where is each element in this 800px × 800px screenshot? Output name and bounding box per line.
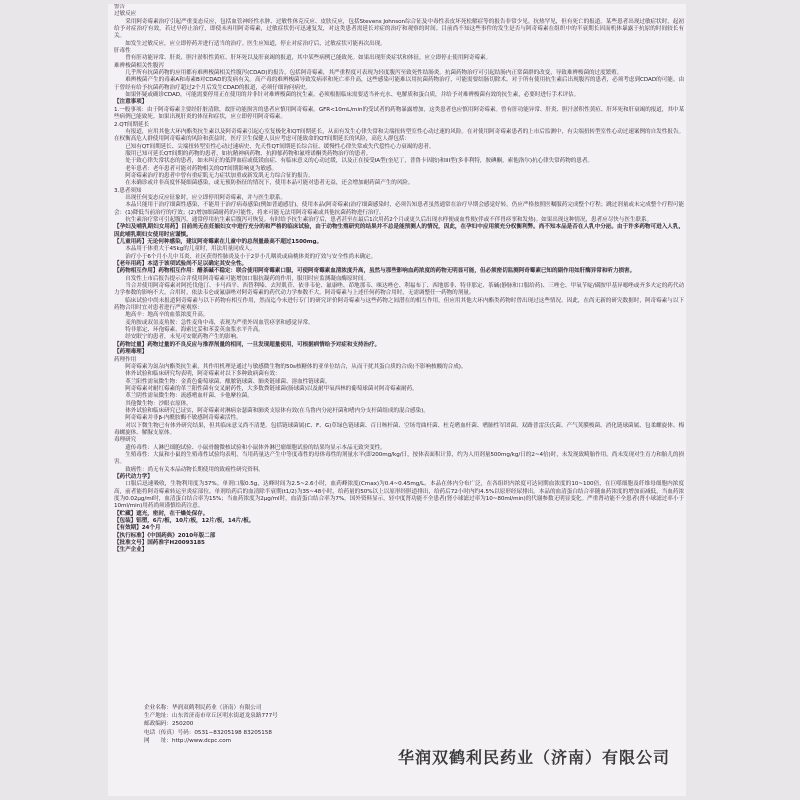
insert-paragraph: 曾有肝功能异常、肝炎、胆汁淤积性黄疸、肝坏死以及肝衰竭的报道，其中某些病例已能致死。如果出现肝炎症状和体征，应立即停止使用阿奇霉素。 [125, 55, 492, 62]
insert-paragraph: 地高辛：地高辛的血浆浓度升高。 [125, 312, 209, 319]
company-phone: 电话（传真）号码：0531−83205198 83205158 [144, 729, 272, 736]
insert-paragraph: 1.一般事项：由于阿奇霉素主要经肝脏清除，故肝功能损害的患者应慎用阿奇霉素。GFR<10mL/min的受试者的药物暴露增加，这类患者也应慎用阿奇霉素。曾有肝功能异常、肝炎、胆汁淤积性黄疸、肝坏死和肝衰竭的报道，其中某些病例已能致死。如果出现肝炎的体征和症状，应立即停用阿奇霉素。 [114, 106, 684, 121]
insert-paragraph: 有报道，应用其他大环内酯类抗生素以及阿奇霉素引起心室复极化和QT间期延长，从而有发生心律失常和尖端扭转型室性心动过速的风险。在对使用阿奇霉素患者的上市后监测中，有尖端扭转型室性心动过速案例的自发性报告。在权衡高危人群使用阿奇霉素的风险和获益时，医疗卫生保健人员应考虑可能致命的QT间期延长的风险，高危人群包括： [114, 128, 684, 143]
insert-paragraph: 抗生素治疗常可引起腹泻，通常停用抗生素后腹泻可恢复。有时给予抗生素治疗后，患者甚至在最后1次用药2个月或更久后出现水样便或血性便(伴或不伴胃痉挛和发热)。如果出现这种情况，患者应尽快与医生联系。 [125, 216, 653, 223]
insert-paragraph: 体外试验和临床研究已证实，阿奇霉素对淋病奈瑟菌和肺炎支原体有效(在乌鲁内分泌杆菌和嗜内分支杆菌组成的混合感染)。 [125, 407, 429, 414]
company-name: 企业名称：华润双鹤利民药业（济南）有限公司 [144, 705, 262, 711]
insert-paragraph: 对以下微生物已有体外研究结果，但其临床意义尚不清楚。包括链球菌属(C、F、G)草绿色链球菌、百日咳杆菌、空场弯曲杆菌、杜克嗜血杆菌、嗜肺性军团菌、双路普雷沃氏菌、产气荚膜梭菌、消化链球菌属、包柔螺旋体、梅毒螺旋体、解脲支原体。 [114, 422, 684, 436]
section-heading: 【儿童用药】无论何种感染，建议阿奇霉素在儿童中的总剂量最高不超过1500mg。 [114, 239, 323, 245]
brand-name: 华润双鹤利民药业（济南）有限公司 [397, 748, 670, 767]
section-heading: 【包装】铝塑，6片/板，10片/板，12片/板，14片/板。 [114, 518, 255, 525]
insert-paragraph: 毒理研究 [114, 437, 137, 444]
manufacturer-info [144, 704, 484, 745]
insert-paragraph: 革兰阴性需氧微生物：流感嗜血杆菌、卡他摩拉菌。 [125, 393, 253, 400]
insert-paragraph: 肝毒性 [114, 48, 131, 55]
insert-paragraph: 特非那定、环孢霉素、海索比妥和苯妥英血浆水平升高。 [125, 327, 264, 334]
section-heading: 【执行标准】《中国药典》2010年版二部 [114, 532, 216, 539]
insert-paragraph: 体外试验和临床研究均表明，阿奇霉素对以下多种致病菌有效： [125, 371, 281, 378]
section-heading: 【药物过量】药物过量的不良反应与推荐剂量的相同，一旦发现超量使用，可根据病情给予对症和支持治疗。 [114, 341, 381, 348]
insert-paragraph: 难辨梭菌产生的毒素A和毒素B对CDAD的发病有关。高产毒的难辨梭菌导致发病率和死亡率升高，这些感染可能难以用抗菌药物治疗，可能需要结肠切除术。对于所有使用抗生素后出现腹泻的患者，必须考虑到CDAD的可能。由于曾经有给予抗菌药物治疗超过2个月后发生CDAD的报道，必须仔细询问病史。 [114, 77, 684, 91]
insert-paragraph: 本品只能用于治疗细菌性感染，不能用于治疗病毒感染(例如普通感冒)。使用本品(阿奇霉素)治疗细菌感染时，必须告知患者虽然通常在治疗早期会感觉好转，仍应严格按照医嘱服药完成整个疗程；跳过剂量或未完成整个疗程可能会：(1)降低当前治疗的疗效；(2)增加细菌耐药的可能性，将来可能无法用阿奇霉素或其他抗菌药物进行治疗。 [114, 202, 684, 216]
insert-paragraph: 药理作用 [114, 356, 137, 363]
section-heading: 【批准文号】国药准字H20093185 [114, 540, 205, 547]
insert-paragraph: 出现任何变态反应征象时，应立即停用阿奇霉素，并与医生联系。 [125, 194, 286, 201]
insert-paragraph: 老年患者：老年患者可能对药物相关的QT间期影响更为敏感。 [125, 165, 278, 172]
section-heading: 【老年用药】本适于该项试验尚不足以确定其安全性。 [114, 261, 248, 268]
insert-paragraph: 经安眠宁的患者，未见可安眠药物产生的影响。 [125, 334, 242, 341]
insert-paragraph: 难辨梭菌相关性腹泻 [114, 62, 164, 69]
insert-paragraph: 其他微生物：沙眼衣原体。 [125, 400, 192, 407]
insert-paragraph: 遗传毒性：人淋巴细胞试验、小鼠骨髓微核试验和小鼠体外淋巴瘤细胞试验的结果均显示本品无致突变性。 [125, 444, 386, 451]
section-heading: 【孕妇及哺乳期妇女用药】目前尚无在妊娠妇女中进行充分的和严格的临床试验，由于动物生殖研究的结果并不总是能预测人的情况，因此，在孕妇中应用须充分权衡利弊。尚不知本品是否在人乳中分泌。由于许多药物可进入人乳，因此哺乳期妇女使用时应谨慎。 [114, 224, 684, 238]
insert-paragraph: 2.QT间期延长 [114, 121, 150, 128]
insert-paragraph: 治疗小于6个月小儿中耳炎、社区获得性肺炎及小于2岁小儿咽炎或扁桃体炎的疗效与安全性尚未确定。 [125, 253, 377, 260]
section-heading: 【药物相互作用】药物相互作用：醋茶碱不稳定：联合使用阿奇霉素口服，可使阿奇霉素血清浓度升高，虽然与那些影响血药浓度的药物无明显可能，但必须密切监测阿奇霉素已知的副作用如肝酶异常和听力损害。 [114, 268, 636, 275]
insert-paragraph: 革兰阳性需氧微生物：金黄色葡萄球菌、酿脓链球菌、肺炎链球菌、溶血性链球菌。 [125, 378, 331, 385]
insert-paragraph: 如果怀疑或确诊CDAD，可能需要停用正在使用的并非针对难辨梭菌的抗生素。必须根据临床需要适当补充水、电解质和蛋白质，并给予对难辨梭菌有效的抗生素，必要时进行手术评估。 [125, 92, 580, 99]
insert-paragraph: 在未确诊或并非高度怀疑细菌感染，或无预防指征的情况下，使用本品可能对患者无益，还会增加耐药菌产生的风险。 [125, 180, 414, 187]
insert-paragraph: 警告 [114, 4, 126, 10]
company-address: 生产地址：山东省济南市章丘区明水街道龙泉路777号 [144, 713, 278, 720]
section-heading: 【药代动力学】 [114, 474, 153, 480]
insert-paragraph: 已知有QT间期延长、尖端扭转型室性心动过速病史、先天性QT间期延长综合征、缓慢性心律失常或失代偿性心力衰竭的患者。 [125, 143, 435, 150]
insert-paragraph: 3.患者须知 [114, 187, 142, 194]
insert-paragraph: 如发生过敏反应，应立即停药并进行适当的治疗。医生应知道，停止对症治疗后，过敏症状可能再次出现。 [125, 40, 386, 47]
insert-paragraph: 处于致心律失常状态的患者，如未纠正的低钾血症或低镁血症、有临床意义的心动过缓，以及正在接受IA型(奎尼丁，普鲁卡因胺)和III型(多非利特，胺碘酮，索他洛尔)抗心律失常药物的患者。 [125, 158, 593, 165]
insert-paragraph: 麦角胺或双氢麦角胺：急性麦角中毒，表现为严重外周血管痉挛和感觉异常。 [125, 319, 314, 326]
section-heading: 【药理毒理】 [114, 349, 148, 356]
section-heading: 【贮藏】遮光，密封，在干燥处保存。 [114, 510, 209, 517]
insert-paragraph: 阿奇霉素治疗的患者中曾有重症肌无力症状加重或新发肌无力综合征的报告。 [125, 172, 314, 179]
section-heading: 【注意事项】 [114, 99, 148, 106]
insert-paragraph: 致癌性：尚无有关本品动物长期使用的致癌性研究资料。 [125, 466, 264, 473]
insert-paragraph: 自发性上市后报告提示合并使用阿奇霉素可能增加口服抗凝药的作用，服用时应监测凝血酶原时间。 [125, 275, 370, 282]
section-heading: 【有效期】24个月 [114, 525, 161, 532]
insert-paragraph: 采用阿奇霉素治疗引起严重变态反应，包括血管神经性水肿、过敏性休克反应、皮肤反应，包括Stevens Johnson综合征及中毒性表皮坏死松解症等的报告非常少见。抗热罕见，但有死亡的报道。某些患者出现过敏症状时，起初给予对症治疗有效，若过早停止治疗，即使未再用阿奇霉素，过敏症状仍可迅速复发，对这类患者需延长对症的治疗和观察的时间。目前尚不知这些事件的发生是否与阿奇霉素在组织中的半衰期长因而机体暴露于抗原的时间较长有关。 [114, 18, 684, 40]
insert-paragraph: 过敏反应 [114, 11, 137, 18]
company-postal-code: 邮政编码：250200 [144, 721, 194, 728]
company-website: 网 址：http://www.dcpc.com [144, 737, 232, 744]
insert-paragraph: 阿奇霉素为氮杂内酯类抗生素，其作用机理是通过与敏感微生物的50s核糖体的亚单位结合，从而干扰其蛋白质的合成(不影响核酸的合成)。 [125, 363, 467, 370]
insert-paragraph: 本品用于体重大于45kg的儿童时，用法用量同成人。 [125, 246, 256, 253]
insert-text-body [108, 4, 686, 555]
insert-paragraph: 口服后迅速吸收，生物利用度为37%。单剂口服0.5g，达峰时间为2.5~2.6小时，血药峰浓度(Cmax)为0.4~0.45mg/L。本品在体内分布广泛，在各组织内浓度可达同期血浓度的10~100倍，在巨噬细胞及纤维母细胞内浓度高，前者能将阿奇霉素转运至炎症部位。单剂给药后的血清除半衰期(t1/2)为35~48小时，给药量的50%以上以原形经胆道排出，给药后72小时内约4.5%以原形经尿排出。本品的血清蛋白结合率随血药浓度的增加而减低，当血药浓度为0.02μg/ml时，血清蛋白结合率为15%；当血药浓度为2μg/ml时，血清蛋白结合率为7%。国外资料显示，轻中度肾功能不全患者(肾小球滤过率为10~80ml/min)的代谢参数无明显变化。严重肾功能不全患者(肾小球滤过率小于10ml/min)用药尚须谨慎给药注意。 [114, 481, 684, 510]
insert-paragraph: 临床试验中尚未报道阿奇霉素与以下药物有相互作用，然而迄今未进行专门的研究评价阿奇霉素与这些药物之间潜在的相互作用，但应用其他大环内酯类药物时曾出现过这些情况。因此，在尚无新的研究数据时，阿奇霉素与以下药物合用时宜对患者进行严密观察： [114, 297, 684, 312]
section-heading: 【生产企业】 [114, 547, 148, 554]
insert-paragraph: 阿奇霉素对耐红霉素的革兰阳性菌有交叉耐药性，大多数粪链球菌(肠球菌)以及耐甲氧西林的葡萄球菌对阿奇霉素耐药。 [125, 385, 418, 392]
insert-paragraph: 当合并使用阿奇霉素对阿托伐他汀、卡马西平、西替利嗪、去羟肌苷、依非韦伦、氟康唑、茚地那韦、咪达唑仑、利福布丁、西地那非、特非那定、茶碱(静脉和口服给药)、三唑仑、甲氧苄啶/磺胺甲基异噁唑或齐多夫定的药代动力学参数的影响不大。合用时，依法韦仑或氟康唑对阿奇霉素的药代动力学参数不大。阿奇霉素与上述任何药物合用时，无需调整任一药物的剂量。 [114, 283, 684, 297]
insert-paragraph: 生殖毒性：大鼠和小鼠的生殖毒性试验均表明，当用药量达产生中等度毒性的母体毒性的剂量水平(即200mg/kg/日，按体表面积计算，约为人用剂量500mg/kg/日的2~4倍)时，未发现致畸胎作用。尚未发现对生育力和胎儿的损害。 [114, 451, 684, 466]
insert-paragraph: 几乎所有抗菌药物的应用都有难辨梭菌相关性腹泻(CDAD)的报告，包括阿奇霉素，其严重程度可表现为轻度腹泻至致死性结肠炎。抗菌药物治疗可引起结肠内正常菌群的改变，导致难辨梭菌的过度繁殖。 [125, 70, 623, 77]
package-insert-sheet [108, 4, 686, 796]
insert-paragraph: 服用已知可延长QT间期的药物的患者，如抗精神病药物、抗抑郁药物和氟喹诺酮类药物治疗的患者。 [125, 150, 372, 157]
insert-paragraph: 阿奇霉素并非β-内酰胺酶不敏感阿奇霉素活性。 [125, 415, 242, 422]
